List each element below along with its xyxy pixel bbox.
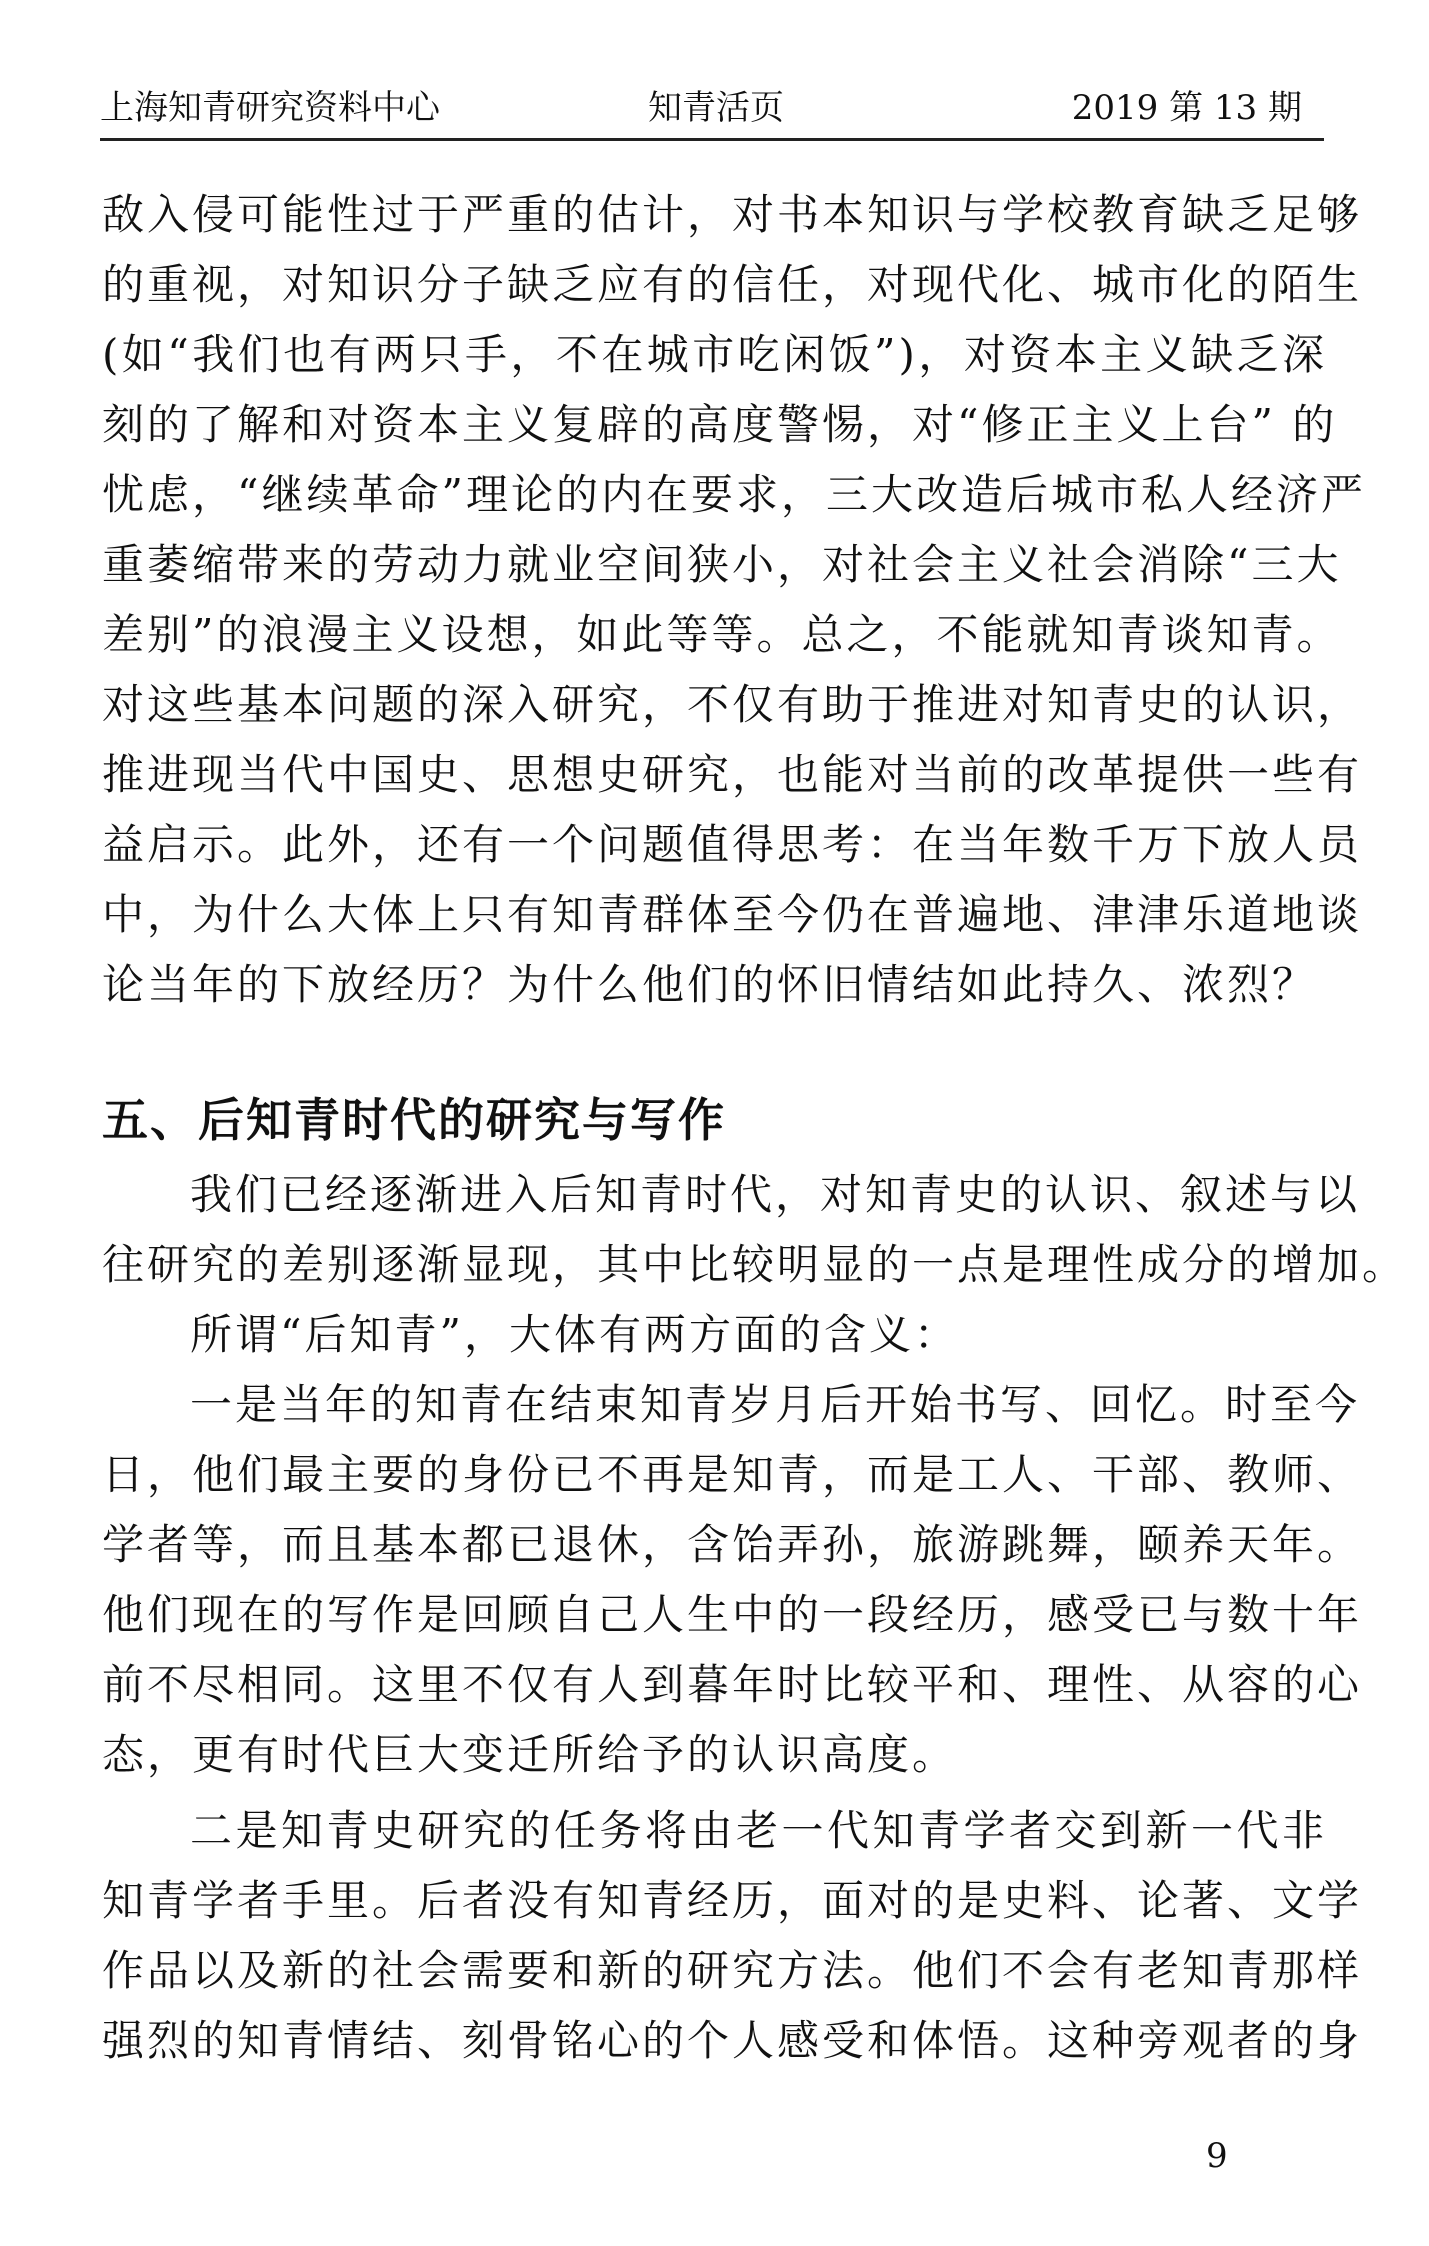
text-line: 态，更有时代巨大变迁所给予的认识高度。 (102, 1730, 958, 1779)
text-line: 知青学者手里。后者没有知青经历，面对的是史料、论著、文学 (102, 1876, 1363, 1925)
text-line: 一是当年的知青在结束知青岁月后开始书写、回忆。时至今 (190, 1380, 1361, 1429)
text-line: 中，为什么大体上只有知青群体至今仍在普遍地、津津乐道地谈 (102, 890, 1363, 939)
paragraph (102, 1370, 1363, 1790)
header-issue: 2019 第 13 期 (1071, 88, 1302, 128)
text-line: 学者等，而且基本都已退休，含饴弄孙，旅游跳舞，颐养天年。 (102, 1520, 1363, 1569)
paragraph (102, 1160, 1408, 1300)
text-line: 重萎缩带来的劳动力就业空间狭小，对社会主义社会消除“三大 (102, 540, 1342, 589)
text-line: 我们已经逐渐进入后知青时代，对知青史的认识、叙述与以 (190, 1170, 1361, 1219)
header-organization: 上海知青研究资料中心 (100, 88, 440, 128)
text-line: 论当年的下放经历？为什么他们的怀旧情结如此持久、浓烈？ (102, 960, 1318, 1009)
text-line: 忧虑，“继续革命”理论的内在要求，三大改造后城市私人经济严 (102, 470, 1366, 519)
text-line: 的重视，对知识分子缺乏应有的信任，对现代化、城市化的陌生 (102, 260, 1363, 309)
page-number: 9 (1206, 2136, 1228, 2176)
text-line: 刻的了解和对资本主义复辟的高度警惕，对“修正主义上台” 的 (102, 400, 1338, 449)
paragraph (102, 1300, 1327, 1370)
running-header (100, 78, 1324, 141)
text-line: 他们现在的写作是回顾自己人生中的一段经历，感受已与数十年 (102, 1590, 1363, 1639)
section-heading: 五、后知青时代的研究与写作 (102, 1093, 726, 1147)
text-line: 差别”的浪漫主义设想，如此等等。总之，不能就知青谈知青。 (102, 610, 1342, 659)
text-line: 二是知青史研究的任务将由老一代知青学者交到新一代非 (190, 1806, 1327, 1855)
text-line: 对这些基本问题的深入研究，不仅有助于推进对知青史的认识， (102, 680, 1363, 729)
text-line: 强烈的知青情结、刻骨铭心的个人感受和体悟。这种旁观者的身 (102, 2016, 1363, 2065)
text-line: 作品以及新的社会需要和新的研究方法。他们不会有老知青那样 (102, 1946, 1363, 1995)
paragraph-continued (102, 180, 1366, 1020)
text-line: 日，他们最主要的身份已不再是知青，而是工人、干部、教师、 (102, 1450, 1363, 1499)
text-line: 往研究的差别逐渐显现，其中比较明显的一点是理性成分的增加。 (102, 1240, 1408, 1289)
text-line: 益启示。此外，还有一个问题值得思考：在当年数千万下放人员 (102, 820, 1363, 869)
paragraph (102, 1796, 1363, 2076)
text-line: 所谓“后知青”，大体有两方面的含义： (190, 1310, 959, 1359)
text-line: 推进现当代中国史、思想史研究，也能对当前的改革提供一些有 (102, 750, 1363, 799)
header-publication-title: 知青活页 (648, 88, 784, 128)
article-body (102, 180, 1408, 2076)
text-line: (如“我们也有两只手，不在城市吃闲饭”)，对资本主义缺乏深 (102, 330, 1327, 379)
text-line: 前不尽相同。这里不仅有人到暮年时比较平和、理性、从容的心 (102, 1660, 1363, 1709)
text-line: 敌入侵可能性过于严重的估计，对书本知识与学校教育缺乏足够 (102, 190, 1363, 239)
